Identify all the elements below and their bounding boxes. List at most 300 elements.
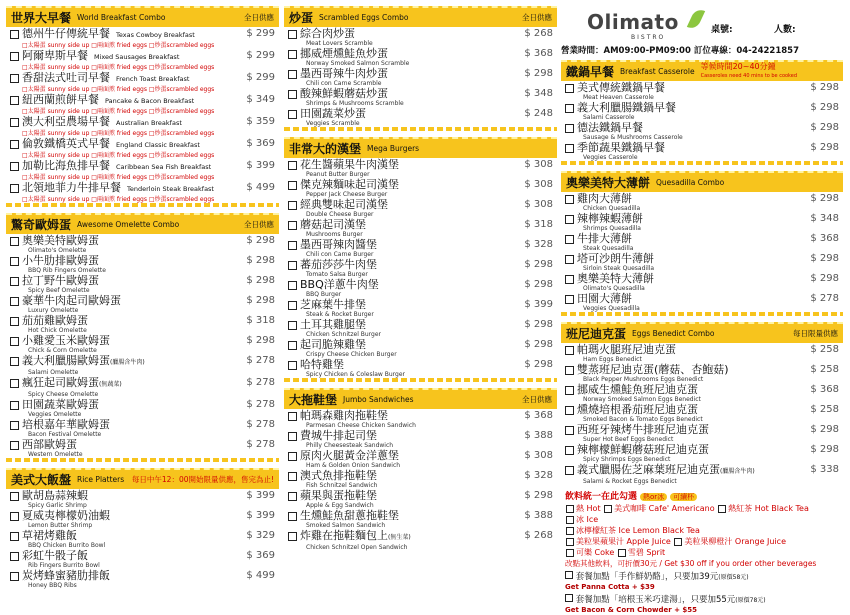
checkbox[interactable] xyxy=(288,301,297,310)
menu-item[interactable] xyxy=(284,67,557,87)
checkbox[interactable] xyxy=(10,379,19,388)
item-price: $ 298 xyxy=(246,335,275,346)
checkbox[interactable] xyxy=(565,124,574,133)
checkbox[interactable] xyxy=(288,532,297,541)
menu-item[interactable] xyxy=(284,358,557,378)
checkbox[interactable] xyxy=(10,52,19,61)
section-title-en: Jumbo Sandwiches xyxy=(343,395,414,404)
item-price: $ 399 xyxy=(246,160,275,171)
menu-item[interactable] xyxy=(284,178,557,198)
menu-item[interactable] xyxy=(561,212,843,232)
item-name-zh: 炭烤蜂蜜豬肋排飯 xyxy=(22,569,110,582)
menu-item[interactable] xyxy=(6,376,279,398)
menu-item[interactable] xyxy=(284,278,557,298)
column-2 xyxy=(284,6,557,557)
checkbox[interactable] xyxy=(288,341,297,350)
item-name-en: BBQ Burger xyxy=(306,291,342,298)
checkbox[interactable] xyxy=(604,505,612,513)
item-name-en: Smoked Bacon & Tomato Eggs Benedict xyxy=(583,416,703,423)
item-price: $ 258 xyxy=(810,404,839,415)
item-name-en: Australian Breakfast xyxy=(116,119,182,127)
item-name-zh: 塔可沙朗牛薄餅 xyxy=(577,252,654,265)
checkbox[interactable] xyxy=(10,140,19,149)
item-name-zh: 拉丁野牛歐姆蛋 xyxy=(22,274,99,287)
drink-option: 美式咖啡 Cafe' Americano xyxy=(614,504,715,513)
menu-item[interactable] xyxy=(561,81,843,101)
item-price: $ 318 xyxy=(246,315,275,326)
menu-item[interactable] xyxy=(6,181,279,203)
item-name-zh: 義大利臘腸歐姆蛋 xyxy=(22,354,110,367)
checkbox[interactable] xyxy=(10,441,19,450)
item-price: $ 299 xyxy=(246,28,275,39)
item-name-en: Salami Omelette xyxy=(28,369,79,376)
item-price: $ 298 xyxy=(810,82,839,93)
item-name-en: Smoked Salmon Sandwich xyxy=(306,522,386,529)
section-title: 鐵鍋早餐 xyxy=(566,65,615,79)
drinks-title: 飲料統一在此勾選 xyxy=(565,492,638,502)
item-name-zh: 蘑菇起司漢堡 xyxy=(300,218,366,231)
menu-item[interactable] xyxy=(6,418,279,438)
addon-text: 套餐加點「手作鮮奶酪」，只要加39元 xyxy=(575,572,719,582)
section-benedict xyxy=(561,322,843,485)
menu-item[interactable] xyxy=(561,272,843,292)
checkbox[interactable] xyxy=(10,572,19,581)
checkbox[interactable] xyxy=(565,275,574,284)
item-price: $ 298 xyxy=(810,444,839,455)
menu-item[interactable] xyxy=(284,489,557,509)
checkbox[interactable] xyxy=(566,549,574,557)
drink-option: 美粒果蘋果汁 Apple Juice xyxy=(576,537,671,546)
checkbox[interactable] xyxy=(10,357,19,366)
section-title-en: Rice Platters xyxy=(77,475,125,484)
checkbox[interactable] xyxy=(10,532,19,541)
checkbox[interactable] xyxy=(565,144,574,153)
checkbox[interactable] xyxy=(288,90,297,99)
menu-item[interactable] xyxy=(6,27,279,49)
item-price: $ 369 xyxy=(246,138,275,149)
column-3 xyxy=(561,60,843,615)
menu-item[interactable] xyxy=(284,409,557,429)
menu-item[interactable] xyxy=(284,47,557,67)
menu-item[interactable] xyxy=(561,121,843,141)
checkbox[interactable] xyxy=(618,549,626,557)
menu-item[interactable] xyxy=(6,49,279,71)
item-price: $ 399 xyxy=(524,299,553,310)
menu-item[interactable] xyxy=(6,489,279,509)
item-note: (無蔬菜) xyxy=(99,381,122,388)
menu-item[interactable] xyxy=(6,274,279,294)
item-price: $ 298 xyxy=(246,255,275,266)
menu-item[interactable] xyxy=(561,403,843,423)
item-note: (無生菜) xyxy=(388,534,411,541)
checkbox[interactable] xyxy=(565,386,574,395)
menu-item[interactable] xyxy=(284,469,557,489)
item-name-en: Sausage & Mushrooms Casserole xyxy=(583,134,683,141)
item-name-zh: 墨西哥辣牛肉炒蛋 xyxy=(300,67,388,80)
item-name-zh: 奧樂美特大薄餅 xyxy=(577,272,654,285)
menu-item[interactable] xyxy=(6,234,279,254)
item-name-zh: 帕瑪森雞肉拖鞋堡 xyxy=(300,409,388,422)
item-name-zh: 西部歐姆蛋 xyxy=(22,438,77,451)
item-name-en: Rib Fingers Burrito Bowl xyxy=(28,562,100,569)
item-name-zh: 彩虹牛骰子飯 xyxy=(22,549,88,562)
checkbox[interactable] xyxy=(288,30,297,39)
section-title: 奧樂美特大薄餅 xyxy=(566,176,651,190)
checkbox[interactable] xyxy=(566,516,574,524)
checkbox[interactable] xyxy=(565,295,574,304)
item-name-en: Chicken Schnitzel Open Sandwich xyxy=(306,544,408,551)
egg-style-options[interactable]: □太陽蛋 sunny side up □兩面煎 fried eggs □炒蛋scrambled eggs xyxy=(22,196,215,203)
menu-item[interactable] xyxy=(284,529,557,551)
item-price: $ 338 xyxy=(810,464,839,475)
menu-item[interactable] xyxy=(6,549,279,569)
menu-item[interactable] xyxy=(6,159,279,181)
checkbox[interactable] xyxy=(565,195,574,204)
drink-option: 美粒果柳橙汁 Orange Juice xyxy=(684,537,787,546)
item-name-zh: 草裙烤雞飯 xyxy=(22,529,77,542)
section-title: 美式大飯盤 xyxy=(11,473,72,487)
menu-item[interactable] xyxy=(6,529,279,549)
checkbox[interactable] xyxy=(565,84,574,93)
item-name-zh: 費城牛排起司堡 xyxy=(300,429,377,442)
section-title: 非常大的漢堡 xyxy=(289,142,362,156)
item-name-zh: 季節蔬果鐵鍋早餐 xyxy=(577,141,665,154)
item-price: $ 368 xyxy=(524,410,553,421)
item-name-en: Salami & Rocket Eggs Benedict xyxy=(583,478,677,485)
checkbox[interactable] xyxy=(565,235,574,244)
menu-item[interactable] xyxy=(6,294,279,314)
checkbox[interactable] xyxy=(565,346,574,355)
egg-style-options[interactable]: □太陽蛋 sunny side up □兩面煎 fried eggs □炒蛋scrambled eggs xyxy=(22,130,215,137)
leaf-icon xyxy=(687,7,705,31)
item-price: $ 308 xyxy=(524,159,553,170)
item-price: $ 298 xyxy=(810,122,839,133)
menu-item[interactable] xyxy=(284,107,557,127)
checkbox[interactable] xyxy=(288,201,297,210)
egg-style-options[interactable]: □太陽蛋 sunny side up □兩面煎 fried eggs □炒蛋scrambled eggs xyxy=(22,64,215,71)
checkbox[interactable] xyxy=(565,255,574,264)
menu-item[interactable] xyxy=(561,363,843,383)
table-number-label: 桌號: xyxy=(711,25,733,35)
item-price: $ 368 xyxy=(810,233,839,244)
item-price: $ 278 xyxy=(246,399,275,410)
item-price: $ 298 xyxy=(810,102,839,113)
checkbox[interactable] xyxy=(288,432,297,441)
checkbox[interactable] xyxy=(10,512,19,521)
menu-item[interactable] xyxy=(561,343,843,363)
checkbox[interactable] xyxy=(565,406,574,415)
checkbox[interactable] xyxy=(565,446,574,455)
item-name-en: Honey BBQ Ribs xyxy=(28,582,77,589)
menu-item[interactable] xyxy=(6,254,279,274)
item-name-zh: 阿爾卑斯早餐 xyxy=(22,49,88,62)
checkbox[interactable] xyxy=(288,241,297,250)
item-name-en: Ham & Golden Onion Sandwich xyxy=(306,462,401,469)
item-name-zh: 田園蔬菜炒蛋 xyxy=(300,107,366,120)
item-name-en: Salami Casserole xyxy=(583,114,635,121)
checkbox[interactable] xyxy=(288,161,297,170)
menu-item[interactable] xyxy=(284,509,557,529)
item-price: $ 278 xyxy=(246,419,275,430)
item-name-zh: 德州牛仔傳統早餐 xyxy=(22,27,110,40)
item-name-zh: 美式傳統鐵鍋早餐 xyxy=(577,81,665,94)
item-name-en: Chili con Carne Burger xyxy=(306,251,374,258)
item-price: $ 298 xyxy=(810,253,839,264)
availability-note: 全日供應 xyxy=(522,395,552,404)
checkbox[interactable] xyxy=(288,361,297,370)
checkbox[interactable] xyxy=(674,538,682,546)
item-name-en: Spicy Cheese Omelette xyxy=(28,391,99,398)
hot-or-ice-badge: 熱or冰 xyxy=(640,493,667,501)
item-name-zh: 瘋狂起司歐姆蛋 xyxy=(22,376,99,389)
availability-note: 全日供應 xyxy=(522,13,552,22)
item-name-en: Norway Smoked Salmon Eggs Benedict xyxy=(583,396,701,403)
menu-item[interactable] xyxy=(6,137,279,159)
checkbox[interactable] xyxy=(10,492,19,501)
item-price: $ 298 xyxy=(524,319,553,330)
item-price: $ 298 xyxy=(524,68,553,79)
checkbox[interactable] xyxy=(10,162,19,171)
checkbox[interactable] xyxy=(10,421,19,430)
item-name-zh: 小牛肋排歐姆蛋 xyxy=(22,254,99,267)
checkbox[interactable] xyxy=(288,50,297,59)
menu-item[interactable] xyxy=(6,334,279,354)
checkbox[interactable] xyxy=(565,466,574,475)
item-name-zh: 辣檸辣蝦薄餅 xyxy=(577,212,643,225)
item-name-en: Caribbean Sea Fish Breakfast xyxy=(116,163,212,171)
checkbox[interactable] xyxy=(10,257,19,266)
menu-item[interactable] xyxy=(561,383,843,403)
section-casserole xyxy=(561,60,843,165)
menu-item[interactable] xyxy=(561,252,843,272)
checkbox[interactable] xyxy=(288,70,297,79)
item-name-en: Spicy Shrimps Eggs Benedict xyxy=(583,456,671,463)
item-name-zh: 傑克辣麵味起司漢堡 xyxy=(300,178,399,191)
checkbox[interactable] xyxy=(718,505,726,513)
item-name-en: BBQ Rib Fingers Omelette xyxy=(28,267,106,274)
menu-item[interactable] xyxy=(561,232,843,252)
item-name-zh: 酸辣鮮蝦蘑菇炒蛋 xyxy=(300,87,388,100)
item-price: $ 258 xyxy=(810,364,839,375)
checkbox[interactable] xyxy=(10,96,19,105)
checkbox[interactable] xyxy=(10,30,19,39)
item-name-en: Olimato's Omelette xyxy=(28,247,87,254)
item-name-en: Super Hot Beef Eggs Benedict xyxy=(583,436,674,443)
item-name-zh: 北領地菲力牛排早餐 xyxy=(22,181,121,194)
item-name-zh: 倫敦鐵橋英式早餐 xyxy=(22,137,110,150)
checkbox[interactable] xyxy=(565,594,573,602)
section-title-en: Mega Burgers xyxy=(367,144,420,153)
menu-item[interactable] xyxy=(6,314,279,334)
set-addon-2 xyxy=(561,594,843,615)
checkbox[interactable] xyxy=(10,184,19,193)
menu-item[interactable] xyxy=(284,298,557,318)
item-price: $ 298 xyxy=(524,359,553,370)
section-title-en: Awesome Omelette Combo xyxy=(77,220,180,229)
checkbox[interactable] xyxy=(10,552,19,561)
item-name-en: Veggies Quesadilla xyxy=(583,305,640,312)
item-price: $ 499 xyxy=(246,182,275,193)
item-name-en: Pancake & Bacon Breakfast xyxy=(105,97,195,105)
checkbox[interactable] xyxy=(10,297,19,306)
checkbox[interactable] xyxy=(288,412,297,421)
item-price: $ 278 xyxy=(246,355,275,366)
checkbox[interactable] xyxy=(288,512,297,521)
item-name-en: Spicy Chicken & Coleslaw Burger xyxy=(306,371,405,378)
item-name-en: Lemon Butter Shrimp xyxy=(28,522,93,529)
section-header xyxy=(6,468,279,489)
menu-item[interactable] xyxy=(6,354,279,376)
checkbox[interactable] xyxy=(10,118,19,127)
egg-style-options[interactable]: □太陽蛋 sunny side up □兩面煎 fried eggs □炒蛋scrambled eggs xyxy=(22,174,215,181)
item-price: $ 388 xyxy=(524,510,553,521)
checkbox[interactable] xyxy=(288,110,297,119)
checkbox[interactable] xyxy=(10,337,19,346)
item-name-en: Fish Schnitzel Sandwich xyxy=(306,482,378,489)
checkbox[interactable] xyxy=(288,321,297,330)
item-price: $ 368 xyxy=(524,48,553,59)
egg-style-options[interactable]: □太陽蛋 sunny side up □兩面煎 fried eggs □炒蛋scrambled eggs xyxy=(22,86,215,93)
item-name-zh: 義大利臘腸鐵鍋早餐 xyxy=(577,101,676,114)
checkbox[interactable] xyxy=(10,74,19,83)
menu-item[interactable] xyxy=(284,449,557,469)
egg-style-options[interactable]: □太陽蛋 sunny side up □兩面煎 fried eggs □炒蛋scrambled eggs xyxy=(22,42,215,49)
menu-item[interactable] xyxy=(284,158,557,178)
item-price: $ 278 xyxy=(246,377,275,388)
refill-badge: 可續杯 xyxy=(670,493,697,501)
menu-item[interactable] xyxy=(561,101,843,121)
menu-item[interactable] xyxy=(284,87,557,107)
checkbox[interactable] xyxy=(288,492,297,501)
item-name-en: Bacon Festival Omelette xyxy=(28,431,102,438)
checkbox[interactable] xyxy=(10,277,19,286)
item-name-zh: 茄茄雞歐姆蛋 xyxy=(22,314,88,327)
availability-note: 全日供應 xyxy=(244,13,274,22)
checkbox[interactable] xyxy=(565,426,574,435)
egg-style-options[interactable]: □太陽蛋 sunny side up □兩面煎 fried eggs □炒蛋scrambled eggs xyxy=(22,152,215,159)
checkbox[interactable] xyxy=(10,401,19,410)
menu-item[interactable] xyxy=(284,429,557,449)
item-name-en: Mixed Sausages Breakfast xyxy=(94,53,180,61)
business-hours: 營業時間：AM09:00-PM09:00 訂位專線：04-24221857 xyxy=(561,46,799,56)
checkbox[interactable] xyxy=(288,181,297,190)
item-name-en: Shrimps & Mushrooms Scramble xyxy=(306,100,404,107)
item-price: $ 368 xyxy=(810,384,839,395)
menu-item[interactable] xyxy=(6,93,279,115)
column-1 xyxy=(6,6,279,595)
item-price: $ 348 xyxy=(524,88,553,99)
item-price: $ 299 xyxy=(246,72,275,83)
checkbox[interactable] xyxy=(288,472,297,481)
checkbox[interactable] xyxy=(10,317,19,326)
menu-item[interactable] xyxy=(6,115,279,137)
menu-item[interactable] xyxy=(561,141,843,161)
item-name-en: Steak & Rocket Burger xyxy=(306,311,374,318)
item-price: $ 298 xyxy=(810,424,839,435)
section-title: 炒蛋 xyxy=(289,11,314,25)
drink-option: 熱 Hot xyxy=(576,504,601,513)
item-name-zh: 燻燒培根番茄班尼迪克蛋 xyxy=(577,403,698,416)
wait-time-note: 等候時間20~40分鐘 Casseroles need 40 mins to be cooked xyxy=(700,62,798,79)
menu-item[interactable] xyxy=(6,71,279,93)
item-name-zh: 蘋果與蛋拖鞋堡 xyxy=(300,489,377,502)
item-name-zh: 蕃茄莎莎牛肉堡 xyxy=(300,258,377,271)
checkbox[interactable] xyxy=(565,366,574,375)
item-name-zh: 小雞愛玉米歐姆蛋 xyxy=(22,334,110,347)
item-name-en: Steak Quesadilla xyxy=(583,245,634,252)
checkbox[interactable] xyxy=(288,221,297,230)
party-size-label: 人數: xyxy=(774,25,796,35)
checkbox[interactable] xyxy=(10,237,19,246)
item-name-en: Mushrooms Burger xyxy=(306,231,363,238)
menu-item[interactable] xyxy=(561,423,843,443)
checkbox[interactable] xyxy=(565,571,573,579)
item-name-en: Parmesan Cheese Chicken Sandwich xyxy=(306,422,416,429)
checkbox[interactable] xyxy=(566,505,574,513)
item-price: $ 328 xyxy=(524,239,553,250)
menu-item[interactable] xyxy=(561,292,843,312)
item-name-zh: 西班牙辣烤牛排班尼迪克蛋 xyxy=(577,423,709,436)
item-note: (臘腸含牛肉) xyxy=(720,468,755,475)
item-name-en: Philly Cheesesteak Sandwich xyxy=(306,442,394,449)
menu-item[interactable] xyxy=(6,438,279,458)
checkbox[interactable] xyxy=(288,281,297,290)
menu-item[interactable] xyxy=(6,569,279,589)
item-name-zh: 芝麻葉牛排堡 xyxy=(300,298,366,311)
menu-item[interactable] xyxy=(284,238,557,258)
menu-item[interactable] xyxy=(284,27,557,47)
item-price: $ 399 xyxy=(246,490,275,501)
item-price: $ 248 xyxy=(524,108,553,119)
item-name-zh: 澳大利亞農場早餐 xyxy=(22,115,110,128)
menu-item[interactable] xyxy=(284,218,557,238)
item-price: $ 298 xyxy=(246,295,275,306)
item-name-zh: 原肉火腿黃金洋蔥堡 xyxy=(300,449,399,462)
upgrade-note: 改點其他飲料，可折價30元 / Get $30 off if you order other beverages xyxy=(565,559,817,568)
item-name-zh: 雞肉大薄餅 xyxy=(577,192,632,205)
section-title-en: Scrambled Eggs Combo xyxy=(319,13,409,22)
drinks-panel xyxy=(561,491,843,569)
menu-item[interactable] xyxy=(6,398,279,418)
item-name-zh: 德法鐵鍋早餐 xyxy=(577,121,643,134)
checkbox[interactable] xyxy=(566,527,574,535)
menu-item[interactable] xyxy=(284,258,557,278)
item-name-zh: 田園蔬菜歐姆蛋 xyxy=(22,398,99,411)
menu-item[interactable] xyxy=(6,509,279,529)
section-header xyxy=(284,137,557,158)
checkbox[interactable] xyxy=(566,538,574,546)
checkbox[interactable] xyxy=(565,104,574,113)
item-name-en: Luxury Omelette xyxy=(28,307,79,314)
item-name-zh: 義式臘腸佐芝麻葉班尼迪克蛋 xyxy=(577,463,720,476)
item-name-zh: 帕瑪火腿班尼迪克蛋 xyxy=(577,343,676,356)
menu-item[interactable] xyxy=(561,463,843,485)
menu-item[interactable] xyxy=(284,198,557,218)
section-header xyxy=(561,322,843,343)
menu-item[interactable] xyxy=(284,318,557,338)
checkbox[interactable] xyxy=(288,261,297,270)
item-price: $ 359 xyxy=(246,116,275,127)
checkbox[interactable] xyxy=(565,215,574,224)
menu-item[interactable] xyxy=(284,338,557,358)
checkbox[interactable] xyxy=(288,452,297,461)
item-name-zh: 澳式魚排拖鞋堡 xyxy=(300,469,377,482)
menu-item[interactable] xyxy=(561,192,843,212)
egg-style-options[interactable]: □太陽蛋 sunny side up □兩面煎 fried eggs □炒蛋scrambled eggs xyxy=(22,108,215,115)
menu-item[interactable] xyxy=(561,443,843,463)
item-name-en: Chili con Carne Scramble xyxy=(306,80,382,87)
item-name-zh: 培根嘉年華歐姆蛋 xyxy=(22,418,110,431)
